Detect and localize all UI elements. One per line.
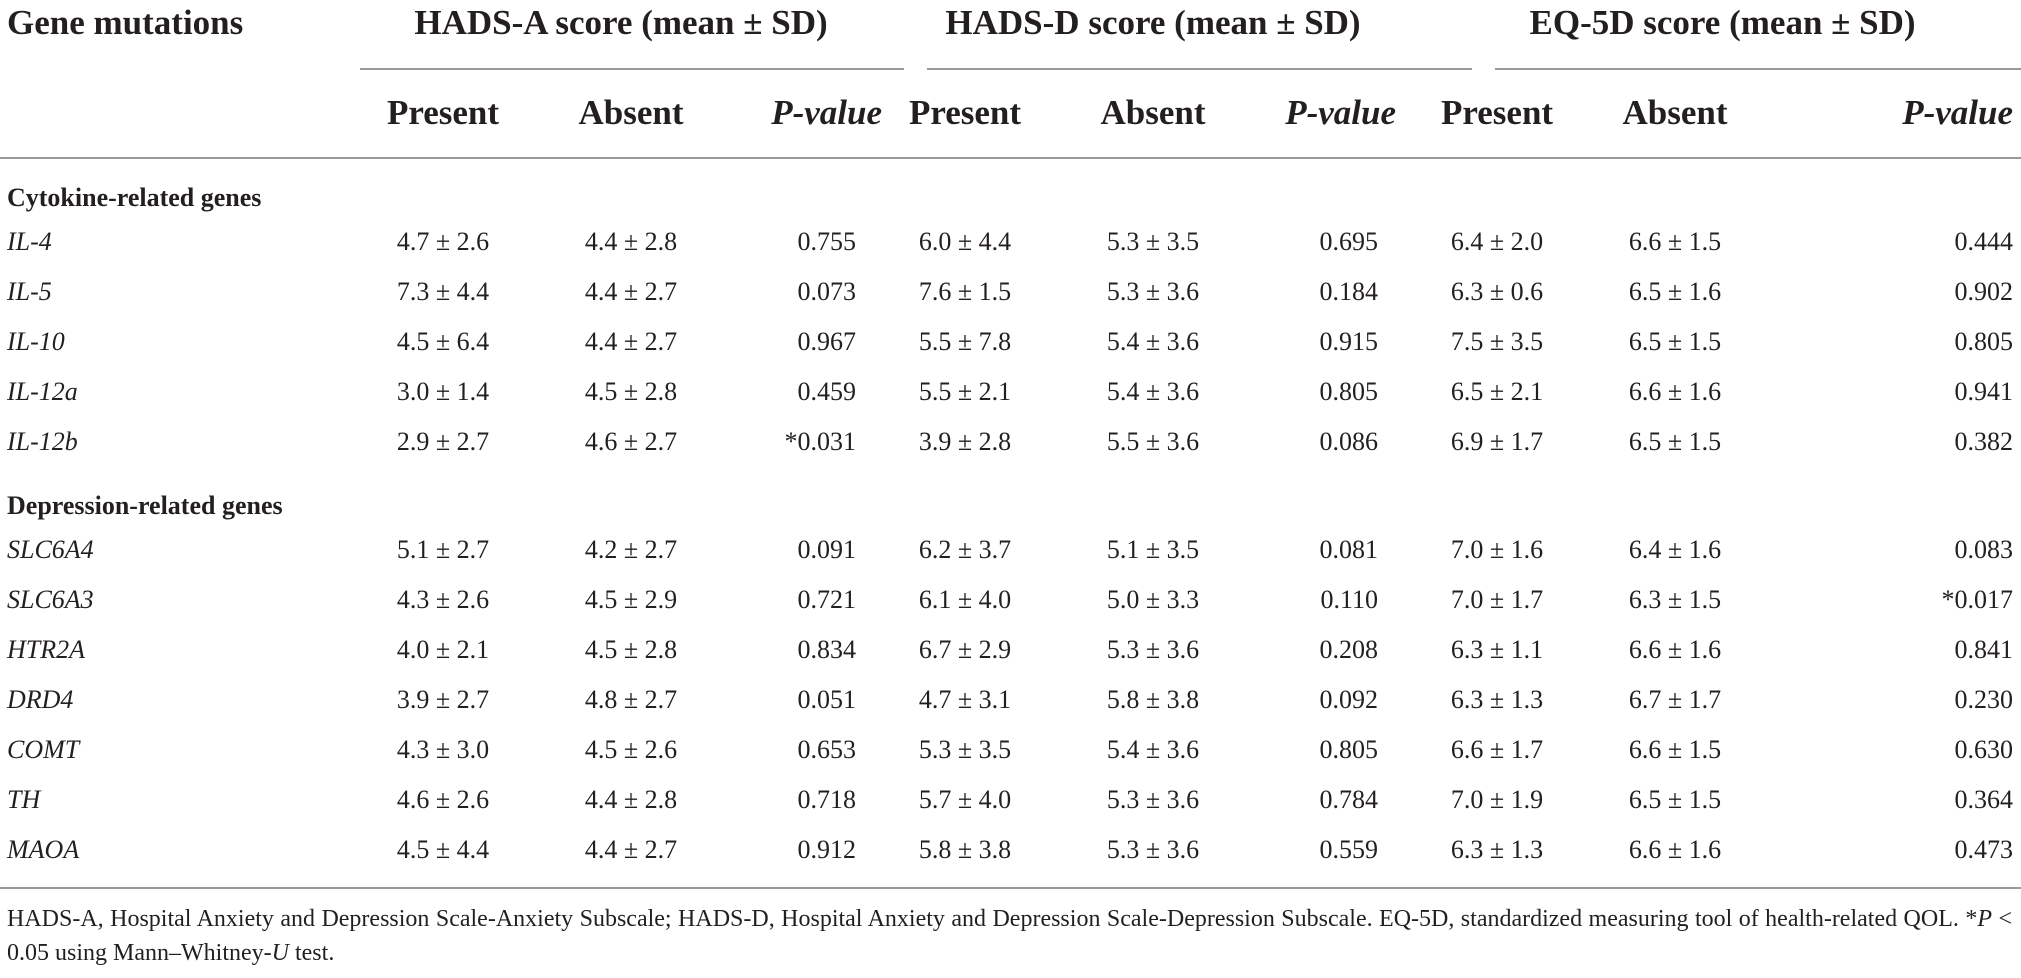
p-value-cell: 0.912	[797, 835, 856, 864]
score-cell: 5.7 ± 4.0	[918, 785, 1012, 814]
score-cell: 6.3 ± 1.3	[1450, 685, 1544, 714]
p-value-cell: 0.459	[797, 377, 856, 406]
score-cell: 5.3 ± 3.6	[1106, 277, 1200, 306]
score-cell: 5.3 ± 3.5	[918, 735, 1012, 764]
p-value-cell: 0.364	[1954, 785, 2014, 814]
p-value-cell: 0.695	[1319, 227, 1379, 256]
p-value-cell: 0.967	[797, 327, 856, 356]
p-value-cell: 0.444	[1954, 227, 2014, 256]
table-row	[0, 725, 2021, 775]
p-value-cell: *0.031	[784, 427, 856, 456]
p-value-cell: 0.841	[1954, 635, 2014, 664]
score-cell: 4.3 ± 2.6	[396, 585, 490, 614]
score-cell: 6.6 ± 1.6	[1628, 635, 1722, 664]
gene-name-cell: IL-10	[7, 327, 65, 356]
hads-a-present-header: Present	[386, 92, 500, 132]
gene-mutations-header: Gene mutations	[7, 2, 244, 42]
group-header-row	[0, 0, 2021, 45]
gene-name-cell: HTR2A	[7, 635, 85, 664]
score-cell: 6.6 ± 1.6	[1628, 835, 1722, 864]
score-cell: 5.0 ± 3.3	[1106, 585, 1200, 614]
score-cell: 6.3 ± 1.5	[1628, 585, 1722, 614]
table-row	[0, 317, 2021, 367]
table-row	[0, 525, 2021, 575]
score-cell: 4.4 ± 2.7	[584, 835, 678, 864]
p-value-cell: 0.941	[1954, 377, 2014, 406]
score-cell: 6.5 ± 1.5	[1628, 327, 1722, 356]
score-cell: 4.4 ± 2.7	[584, 327, 678, 356]
group-rule-row	[0, 45, 2021, 68]
hads-d-pvalue-header: P-value	[1285, 92, 1397, 132]
hads-a-header: HADS-A score (mean ± SD)	[414, 2, 828, 42]
p-value-cell: 0.653	[797, 735, 856, 764]
score-cell: 6.3 ± 1.1	[1450, 635, 1544, 664]
p-value-cell: 0.184	[1319, 277, 1379, 306]
score-cell: 4.7 ± 3.1	[918, 685, 1012, 714]
p-value-cell: 0.630	[1954, 735, 2014, 764]
score-cell: 5.8 ± 3.8	[918, 835, 1012, 864]
score-cell: 6.4 ± 1.6	[1628, 535, 1722, 564]
gene-name-cell: SLC6A4	[7, 535, 94, 564]
p-value-cell: 0.081	[1319, 535, 1379, 564]
score-cell: 5.3 ± 3.6	[1106, 835, 1200, 864]
table-row	[0, 417, 2021, 467]
score-cell: 4.5 ± 2.9	[584, 585, 678, 614]
score-cell: 4.6 ± 2.7	[584, 427, 678, 456]
score-cell: 4.4 ± 2.7	[584, 277, 678, 306]
table-row	[0, 217, 2021, 267]
p-value-cell: 0.382	[1954, 427, 2014, 456]
p-value-cell: 0.805	[1319, 377, 1379, 406]
score-cell: 3.9 ± 2.8	[918, 427, 1012, 456]
score-cell: 5.1 ± 2.7	[396, 535, 490, 564]
score-cell: 7.0 ± 1.7	[1450, 585, 1544, 614]
hads-d-rule	[927, 68, 1472, 70]
gene-name-cell: IL-12b	[7, 427, 78, 456]
eq5d-header: EQ-5D score (mean ± SD)	[1529, 2, 1916, 42]
score-cell: 3.0 ± 1.4	[396, 377, 490, 406]
p-value-cell: 0.083	[1954, 535, 2014, 564]
score-cell: 4.5 ± 2.8	[584, 635, 678, 664]
p-value-cell: 0.073	[797, 277, 856, 306]
hads-d-present-header: Present	[908, 92, 1022, 132]
score-cell: 4.7 ± 2.6	[396, 227, 490, 256]
p-value-cell: 0.091	[797, 535, 856, 564]
footnote-text-1: HADS-A, Hospital Anxiety and Depression Scale-Anxiety Subscale; HADS-D, Hospital Anxiety and Depression Scale-Depression Subscale. EQ-5D, standardized measuring tool of health-related QOL. *	[7, 906, 1978, 932]
table-row	[0, 367, 2021, 417]
section-title: Cytokine-related genes	[7, 183, 262, 212]
p-value-cell: 0.086	[1319, 427, 1379, 456]
score-cell: 2.9 ± 2.7	[396, 427, 490, 456]
p-value-cell: 0.805	[1954, 327, 2014, 356]
p-value-cell: 0.834	[797, 635, 856, 664]
table-footnote	[7, 902, 2012, 970]
score-cell: 6.2 ± 3.7	[918, 535, 1012, 564]
score-cell: 4.2 ± 2.7	[584, 535, 678, 564]
score-cell: 4.0 ± 2.1	[396, 635, 490, 664]
section-title: Depression-related genes	[7, 491, 283, 520]
score-cell: 6.6 ± 1.6	[1628, 377, 1722, 406]
hads-d-absent-header: Absent	[1100, 92, 1206, 132]
section-row	[0, 158, 2021, 217]
score-cell: 7.0 ± 1.9	[1450, 785, 1544, 814]
table-bottom-rule	[0, 887, 2021, 889]
score-cell: 4.5 ± 2.6	[584, 735, 678, 764]
score-cell: 6.7 ± 2.9	[918, 635, 1012, 664]
p-value-cell: 0.902	[1954, 277, 2014, 306]
score-cell: 5.3 ± 3.5	[1106, 227, 1200, 256]
eq5d-pvalue-header: P-value	[1902, 92, 2014, 132]
table-row	[0, 775, 2021, 825]
score-cell: 4.4 ± 2.8	[584, 227, 678, 256]
p-value-cell: 0.473	[1954, 835, 2014, 864]
score-cell: 7.3 ± 4.4	[396, 277, 490, 306]
gene-name-cell: IL-12a	[7, 377, 78, 406]
table-row	[0, 625, 2021, 675]
score-cell: 6.5 ± 2.1	[1450, 377, 1544, 406]
p-value-cell: 0.559	[1319, 835, 1379, 864]
footnote-text-3: test.	[288, 940, 335, 966]
score-cell: 5.3 ± 3.6	[1106, 785, 1200, 814]
score-cell: 6.3 ± 0.6	[1450, 277, 1544, 306]
score-cell: 4.5 ± 2.8	[584, 377, 678, 406]
score-cell: 5.5 ± 2.1	[918, 377, 1012, 406]
score-cell: 5.5 ± 3.6	[1106, 427, 1200, 456]
score-cell: 5.5 ± 7.8	[918, 327, 1012, 356]
score-cell: 6.1 ± 4.0	[918, 585, 1012, 614]
table-body	[0, 158, 2021, 875]
score-cell: 6.6 ± 1.7	[1450, 735, 1544, 764]
eq5d-present-header: Present	[1440, 92, 1554, 132]
footnote-u-symbol: U	[271, 940, 289, 966]
score-cell: 7.5 ± 3.5	[1450, 327, 1544, 356]
p-value-cell: 0.915	[1319, 327, 1379, 356]
gene-name-cell: MAOA	[7, 835, 80, 864]
score-cell: 6.5 ± 1.6	[1628, 277, 1722, 306]
score-cell: 4.5 ± 6.4	[396, 327, 490, 356]
p-value-cell: 0.110	[1320, 585, 1379, 614]
p-value-cell: 0.092	[1319, 685, 1379, 714]
gene-name-cell: SLC6A3	[7, 585, 94, 614]
p-value-cell: 0.721	[797, 585, 856, 614]
table-row	[0, 675, 2021, 725]
table-row	[0, 575, 2021, 625]
score-cell: 4.4 ± 2.8	[584, 785, 678, 814]
hads-a-absent-header: Absent	[578, 92, 684, 132]
score-cell: 6.9 ± 1.7	[1450, 427, 1544, 456]
score-cell: 4.8 ± 2.7	[584, 685, 678, 714]
table-row	[0, 825, 2021, 875]
p-value-cell: *0.017	[1941, 585, 2014, 614]
score-cell: 6.5 ± 1.5	[1628, 785, 1722, 814]
score-cell: 6.0 ± 4.4	[918, 227, 1012, 256]
score-cell: 4.5 ± 4.4	[396, 835, 490, 864]
score-cell: 6.4 ± 2.0	[1450, 227, 1544, 256]
p-value-cell: 0.051	[797, 685, 856, 714]
gene-name-cell: COMT	[7, 735, 80, 764]
score-cell: 7.0 ± 1.6	[1450, 535, 1544, 564]
score-cell: 5.1 ± 3.5	[1106, 535, 1200, 564]
gene-name-cell: TH	[7, 785, 41, 814]
table-row	[0, 267, 2021, 317]
p-value-cell: 0.230	[1954, 685, 2014, 714]
subheader-row	[0, 68, 2021, 158]
section-row	[0, 467, 2021, 525]
gene-name-cell: IL-4	[7, 227, 52, 256]
score-cell: 6.6 ± 1.5	[1628, 227, 1722, 256]
score-cell: 6.5 ± 1.5	[1628, 427, 1722, 456]
hads-a-rule	[360, 68, 904, 70]
score-cell: 4.3 ± 3.0	[396, 735, 490, 764]
score-cell: 6.6 ± 1.5	[1628, 735, 1722, 764]
subheader-blank	[0, 68, 360, 158]
score-cell: 5.8 ± 3.8	[1106, 685, 1200, 714]
score-cell: 5.4 ± 3.6	[1106, 735, 1200, 764]
score-cell: 5.3 ± 3.6	[1106, 635, 1200, 664]
footnote-text-2: < 0.05 using Mann–Whitney-	[7, 906, 2012, 966]
score-cell: 3.9 ± 2.7	[396, 685, 490, 714]
score-cell: 5.4 ± 3.6	[1106, 377, 1200, 406]
hads-d-header: HADS-D score (mean ± SD)	[945, 2, 1361, 42]
hads-a-pvalue-header: P-value	[771, 92, 882, 132]
p-value-cell: 0.755	[797, 227, 856, 256]
p-value-cell: 0.784	[1319, 785, 1379, 814]
p-value-cell: 0.805	[1319, 735, 1379, 764]
gene-name-cell: DRD4	[7, 685, 74, 714]
p-value-cell: 0.208	[1319, 635, 1379, 664]
score-cell: 7.6 ± 1.5	[918, 277, 1012, 306]
p-value-cell: 0.718	[797, 785, 856, 814]
footnote-p-symbol: P	[1977, 906, 1992, 932]
score-cell: 5.4 ± 3.6	[1106, 327, 1200, 356]
gene-name-cell: IL-5	[7, 277, 52, 306]
score-cell: 4.6 ± 2.6	[396, 785, 490, 814]
score-cell: 6.3 ± 1.3	[1450, 835, 1544, 864]
eq5d-rule	[1495, 68, 2021, 70]
eq5d-absent-header: Absent	[1622, 92, 1728, 132]
score-cell: 6.7 ± 1.7	[1628, 685, 1722, 714]
